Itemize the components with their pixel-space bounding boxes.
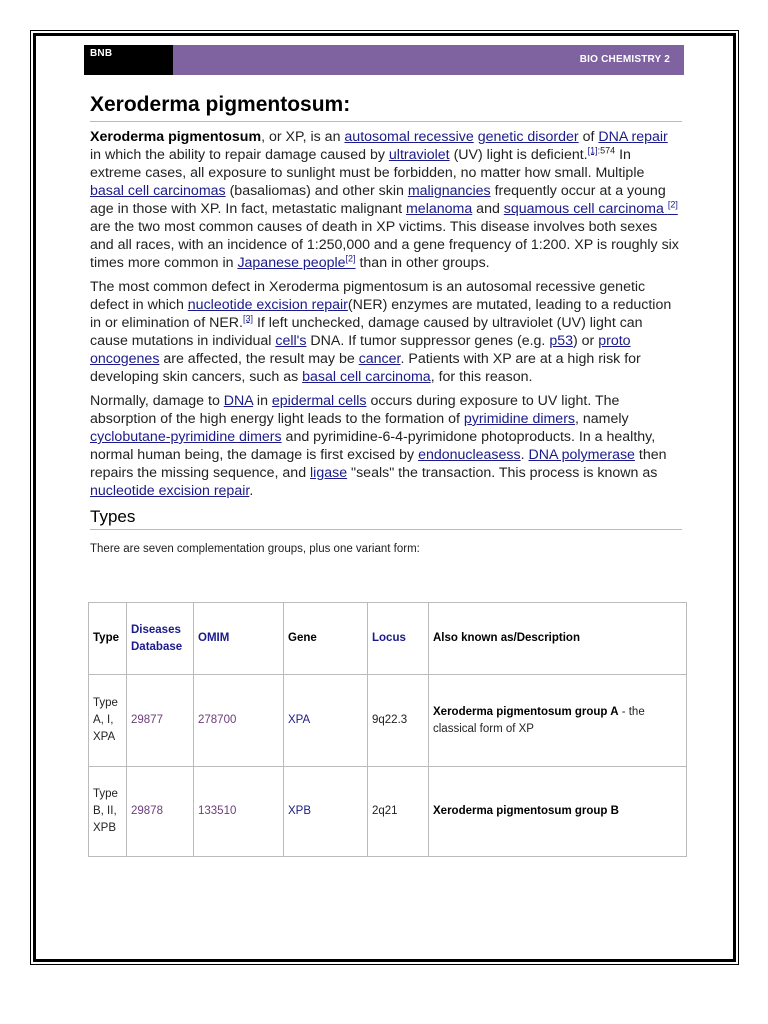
- complementation-groups-table: [88, 602, 687, 857]
- cell-type: Type A, I, XPA: [89, 675, 127, 767]
- cell-omim-link[interactable]: 133510: [194, 767, 284, 857]
- text: .: [520, 447, 529, 463]
- cell-description: [429, 767, 687, 857]
- col-header-locus[interactable]: Locus: [368, 603, 429, 675]
- text: of: [578, 129, 599, 145]
- link-malignancies[interactable]: malignancies: [407, 183, 491, 199]
- link-basal-cell-carcinoma[interactable]: basal cell carcinoma: [302, 369, 431, 385]
- description-rest: - the classical form of XP: [433, 705, 645, 735]
- link-cells[interactable]: cell's: [275, 333, 307, 349]
- link-ultraviolet[interactable]: ultraviolet: [388, 147, 450, 163]
- col-header-description: Also known as/Description: [429, 603, 687, 675]
- table-header-row: [89, 603, 687, 675]
- text: If left unchecked, damage caused by ultraviolet (UV) light can cause mutations in individual: [90, 315, 643, 349]
- link-text: Japanese people: [237, 255, 346, 271]
- link-autosomal-recessive[interactable]: autosomal recessive: [344, 129, 474, 145]
- text: are affected, the result may be: [159, 351, 359, 367]
- link-dna-repair[interactable]: DNA repair: [598, 129, 668, 145]
- col-header-type: Type: [89, 603, 127, 675]
- text: , or XP, is an: [261, 129, 345, 145]
- cell-omim-link[interactable]: 278700: [194, 675, 284, 767]
- link-dna[interactable]: DNA: [223, 393, 253, 409]
- citation-1: [588, 145, 616, 155]
- cell-description: [429, 675, 687, 767]
- article-content: [90, 92, 682, 556]
- paragraph-defect: [90, 278, 682, 386]
- page-title: Xeroderma pigmentosum:: [90, 92, 682, 122]
- link-text: squamous cell carcinoma: [503, 201, 668, 217]
- link-nucleotide-excision-repair[interactable]: nucleotide excision repair: [187, 297, 348, 313]
- text: occurs during exposure to UV light. The absorption of the high energy light leads to the formation of: [90, 393, 620, 427]
- cell-locus: 2q21: [368, 767, 429, 857]
- col-header-omim[interactable]: OMIM: [194, 603, 284, 675]
- link-pyrimidine-dimers[interactable]: pyrimidine dimers: [463, 411, 576, 427]
- paragraph-intro: [90, 128, 682, 272]
- text: and: [472, 201, 504, 217]
- table-row: [89, 675, 687, 767]
- term-bold: Xeroderma pigmentosum: [90, 129, 262, 145]
- text: The most common defect in Xeroderma pigmentosum is an autosomal recessive genetic defect in which: [90, 279, 646, 313]
- text: , for this reason.: [430, 369, 533, 385]
- text: ) or: [572, 333, 599, 349]
- citation-page: :574: [597, 145, 616, 156]
- paragraph-mechanism: [90, 392, 682, 500]
- link-squamous-cell-carcinoma[interactable]: [504, 201, 678, 217]
- text: are the two most common causes of death in XP victims. This disease involves both sexes and all races, with an incidence of 1:250,000 and a gene frequency of 1:200. XP is roughly six times more common in: [90, 219, 679, 271]
- text: Normally, damage to: [90, 393, 224, 409]
- text: (basaliomas) and other skin: [225, 183, 408, 199]
- citation-2: [2]: [667, 199, 678, 210]
- table-row: [89, 767, 687, 857]
- text: and pyrimidine-6-4-pyrimidone photoproducts. In a healthy, normal human being, the damage is first excised by: [90, 429, 656, 463]
- link-melanoma[interactable]: melanoma: [405, 201, 473, 217]
- link-cyclobutane-pyrimidine-dimers[interactable]: cyclobutane-pyrimidine dimers: [90, 429, 282, 445]
- cell-type: Type B, II, XPB: [89, 767, 127, 857]
- link-cancer[interactable]: cancer: [358, 351, 401, 367]
- cell-diseases-db-link[interactable]: 29877: [127, 675, 194, 767]
- cell-locus: 9q22.3: [368, 675, 429, 767]
- citation-link[interactable]: [1]: [587, 145, 598, 156]
- link-japanese-people[interactable]: [237, 255, 355, 271]
- cell-gene-link[interactable]: XPB: [284, 767, 368, 857]
- cell-gene-link[interactable]: XPA: [284, 675, 368, 767]
- section-heading-types: Types: [90, 506, 682, 530]
- page-header: [84, 45, 684, 75]
- link-nucleotide-excision-repair-2[interactable]: nucleotide excision repair: [90, 483, 250, 499]
- text: .: [249, 483, 254, 499]
- link-ligase[interactable]: ligase: [310, 465, 348, 481]
- text: in which the ability to repair damage caused by: [90, 147, 389, 163]
- text: (UV) light is deficient.: [449, 147, 588, 163]
- link-endonucleases[interactable]: endonucleasess: [418, 447, 521, 463]
- description-bold: Xeroderma pigmentosum group A: [433, 705, 619, 718]
- text: DNA. If tumor suppressor genes (e.g.: [306, 333, 550, 349]
- text: . Patients with XP are at a high risk for developing skin cancers, such as: [90, 351, 641, 385]
- text: than in other groups.: [355, 255, 490, 271]
- link-genetic-disorder[interactable]: genetic disorder: [477, 129, 579, 145]
- types-intro: There are seven complementation groups, plus one variant form:: [90, 543, 420, 555]
- header-left-label: BNB: [84, 45, 173, 75]
- link-basal-cell-carcinomas[interactable]: basal cell carcinomas: [90, 183, 226, 199]
- link-p53[interactable]: p53: [549, 333, 573, 349]
- text: (NER) enzymes are mutated, leading to a reduction in or elimination of NER.: [90, 297, 672, 331]
- text: In extreme cases, all exposure to sunlight must be forbidden, no matter how small. Multiple: [90, 147, 645, 181]
- link-dna-polymerase[interactable]: DNA polymerase: [528, 447, 635, 463]
- header-right-label: BIO CHEMISTRY 2: [173, 45, 684, 75]
- citation-3[interactable]: [3]: [242, 313, 253, 324]
- description-bold: Xeroderma pigmentosum group B: [433, 805, 619, 817]
- col-header-gene: Gene: [284, 603, 368, 675]
- text: , namely: [575, 411, 629, 427]
- text: frequently occur at a young age in those with XP. In fact, metastatic malignant: [90, 183, 666, 217]
- text: in: [252, 393, 272, 409]
- citation-2b: [2]: [345, 253, 356, 264]
- link-epidermal-cells[interactable]: epidermal cells: [271, 393, 367, 409]
- text: then repairs the missing sequence, and: [90, 447, 667, 481]
- link-proto-oncogenes[interactable]: proto oncogenes: [90, 333, 631, 367]
- text: "seals" the transaction. This process is known as: [347, 465, 658, 481]
- cell-diseases-db-link[interactable]: 29878: [127, 767, 194, 857]
- col-header-diseases-database[interactable]: Diseases Database: [127, 603, 194, 675]
